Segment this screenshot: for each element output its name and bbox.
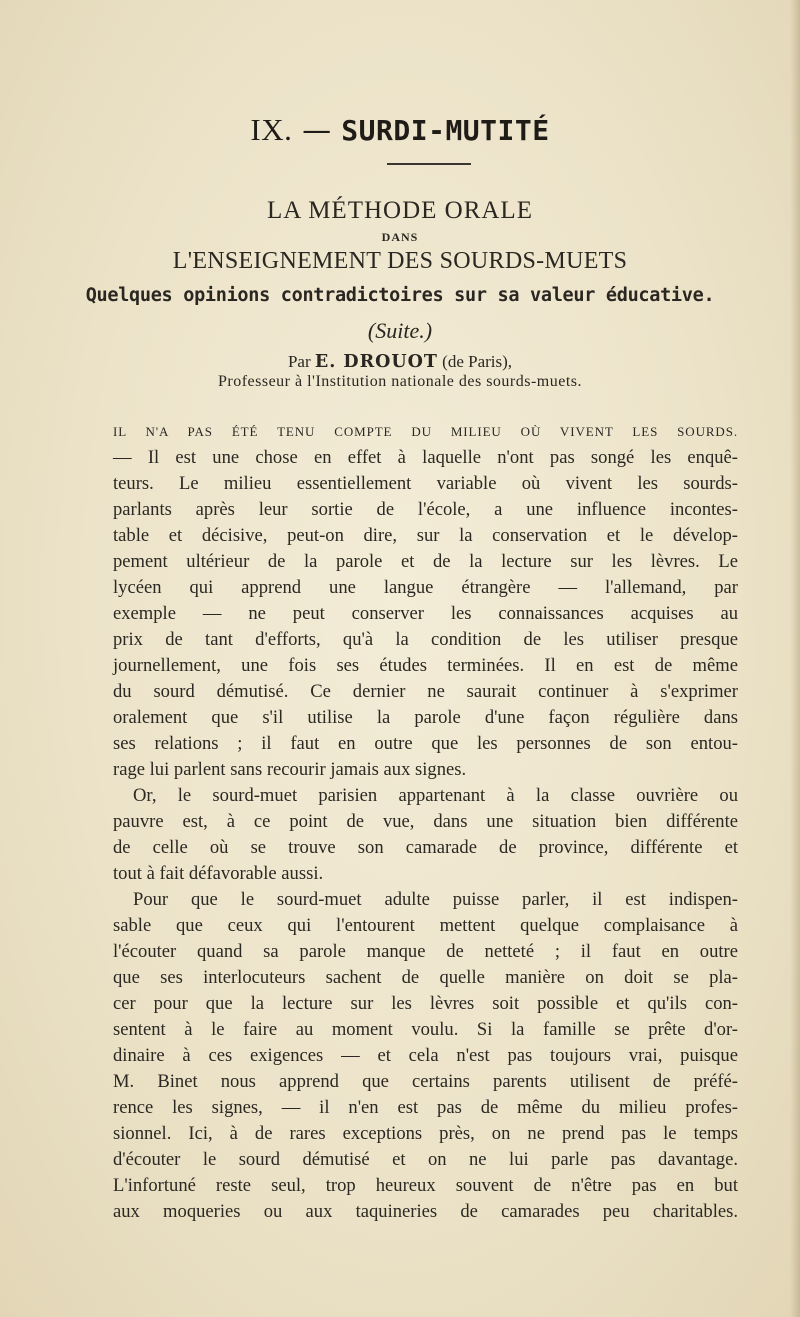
body-line: lycéen qui apprend une langue étrangère — l'allemand, par [113, 577, 738, 598]
section-title: SURDI-MUTITÉ [341, 114, 550, 147]
article-author [0, 352, 800, 372]
body-line: l'écouter quand sa parole manque de netteté ; il faut en outre [113, 941, 738, 962]
section-dash: — [302, 113, 332, 147]
body-line: rence les signes, — il n'en est pas de même du milieu profes- [113, 1097, 738, 1118]
article-connector: DANS [381, 230, 419, 244]
body-line: cer pour que la lecture sur les lèvres soit possible et qu'ils con- [113, 993, 738, 1014]
body-line: table et décisive, peut-on dire, sur la conservation et le dévelop- [113, 525, 738, 546]
author-prefix: Par [287, 352, 311, 371]
body-line: M. Binet nous apprend que certains parents utilisent de préfé- [113, 1071, 738, 1092]
body-line: oralement que s'il utilise la parole d'une façon régulière dans [113, 707, 738, 728]
body-line: ses relations ; il faut en outre que les personnes de son entou- [113, 733, 738, 754]
body-line: du sourd démutisé. Ce dernier ne saurait continuer à s'exprimer [113, 681, 738, 702]
article-suite [0, 318, 800, 344]
body-line: Or, le sourd-muet parisien appartenant à la classe ouvrière ou [133, 785, 738, 806]
body-line: tout à fait défavorable aussi. [113, 863, 324, 884]
body-line: journellement, une fois ses études terminées. Il en est de même [113, 655, 738, 676]
body-line: que ses interlocuteurs sachent de quelle manière on doit se pla- [113, 967, 738, 988]
body-line: d'écouter le sourd démutisé et on ne lui parle pas davantage. [113, 1149, 738, 1170]
body-line: Pour que le sourd-muet adulte puisse parler, il est indispen- [133, 889, 738, 910]
body-line: L'infortuné reste seul, trop heureux souvent de n'être pas en but [113, 1175, 738, 1196]
author-suffix: (de Paris), [442, 352, 513, 371]
article-subtitle: L'ENSEIGNEMENT DES SOURDS-MUETS [172, 248, 628, 274]
body-line: dinaire à ces exigences — et cela n'est pas toujours vrai, puisque [113, 1045, 738, 1066]
section-heading [0, 112, 800, 148]
author-affiliation: Professeur à l'Institution nationale des sourds-muets. [217, 373, 583, 390]
body-line: rage lui parlent sans recourir jamais aux signes. [113, 759, 467, 780]
body-line: aux moqueries ou aux taquineries de camarades peu charitables. [113, 1201, 738, 1222]
heading-rule [387, 163, 471, 165]
body-line: IL N'A PAS ÉTÉ TENU COMPTE DU MILIEU OÙ VIVENT LES SOURDS. [113, 424, 738, 439]
body-line: pauvre est, à ce point de vue, dans une situation bien différente [113, 811, 738, 832]
article-tagline: Quelques opinions contradictoires sur sa valeur éducative. [85, 285, 715, 306]
section-number: IX. [250, 112, 293, 147]
body-line: pement ultérieur de la parole et de la lecture sur les lèvres. Le [113, 551, 738, 572]
suite-label: (Suite.) [367, 318, 433, 343]
body-line: prix de tant d'efforts, qu'à la condition de les utiliser presque [113, 629, 738, 650]
body-line: teurs. Le milieu essentiellement variable où vivent les sourds- [113, 473, 738, 494]
author-name: E. DROUOT [314, 352, 438, 372]
body-line: sable que ceux qui l'entourent mettent quelque complaisance à [113, 915, 738, 936]
body-line: exemple — ne peut conserver les connaissances acquises au [113, 603, 738, 624]
body-line: sionnel. Ici, à de rares exceptions près, on ne prend pas le temps [113, 1123, 738, 1144]
body-line: de celle où se trouve son camarade de province, différente et [113, 837, 738, 858]
body-line: — Il est une chose en effet à laquelle n'ont pas songé les enquê- [113, 447, 738, 468]
body-line: parlants après leur sortie de l'école, a une influence incontes- [113, 499, 738, 520]
body-line: sentent à le faire au moment voulu. Si la famille se prête d'or- [113, 1019, 738, 1040]
article-title: LA MÉTHODE ORALE [267, 197, 533, 224]
